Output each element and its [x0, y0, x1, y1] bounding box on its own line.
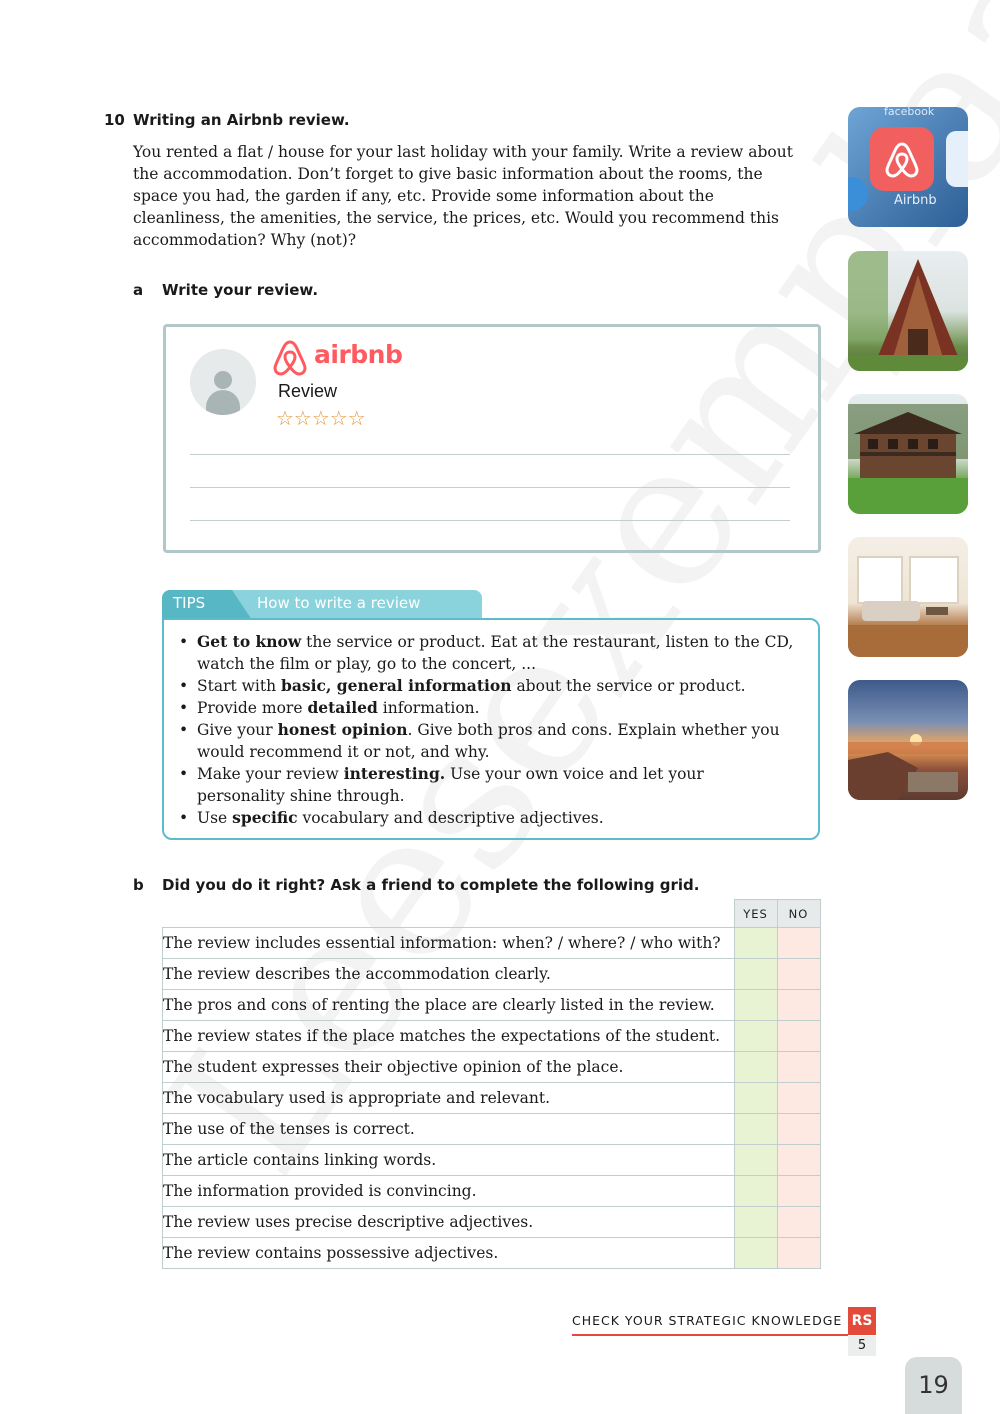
yes-checkbox[interactable] — [734, 1083, 777, 1114]
star-rating[interactable]: ☆☆☆☆☆ — [276, 406, 366, 430]
no-checkbox[interactable] — [777, 990, 820, 1021]
tip-item: • Use specific vocabulary and descriptive adjectives. — [176, 807, 796, 829]
tip-item: • Start with basic, general information about the service or product. — [176, 675, 796, 697]
tips-label: TIPS — [173, 594, 206, 612]
part-b-title: Did you do it right? Ask a friend to complete the following grid. — [162, 876, 700, 894]
no-checkbox[interactable] — [777, 928, 820, 959]
exercise-title: Writing an Airbnb review. — [133, 111, 350, 129]
tip-item: • Give your honest opinion. Give both pros and cons. Explain whether you would recommend it or not, and why. — [176, 719, 796, 763]
tip-item: • Get to know the service or product. Eat at the restaurant, listen to the CD, watch the film or play, go to the concert, ... — [176, 631, 796, 675]
table-row — [163, 1114, 821, 1145]
statement-cell: The vocabulary used is appropriate and relevant. — [163, 1083, 735, 1114]
no-checkbox[interactable] — [777, 1176, 820, 1207]
yes-checkbox[interactable] — [734, 1052, 777, 1083]
sunset-illustration — [848, 680, 968, 800]
no-checkbox[interactable] — [777, 1083, 820, 1114]
tips-list — [176, 631, 796, 829]
no-checkbox[interactable] — [777, 1145, 820, 1176]
statement-cell: The information provided is convincing. — [163, 1176, 735, 1207]
no-checkbox[interactable] — [777, 1052, 820, 1083]
airbnb-wordmark: airbnb — [314, 340, 403, 369]
yes-checkbox[interactable] — [734, 959, 777, 990]
globe-icon — [848, 177, 868, 211]
statement-cell: The use of the tenses is correct. — [163, 1114, 735, 1145]
house-illustration — [848, 394, 968, 514]
photo-airbnb-app — [848, 107, 968, 227]
yes-checkbox[interactable] — [734, 1238, 777, 1269]
table-row — [163, 1238, 821, 1269]
statement-cell: The review states if the place matches the expectations of the student. — [163, 1021, 735, 1052]
yes-checkbox[interactable] — [734, 1145, 777, 1176]
table-row — [163, 990, 821, 1021]
photo-living-room — [848, 537, 968, 657]
table-row — [163, 1021, 821, 1052]
airbnb-logo-icon — [272, 338, 308, 376]
table-row — [163, 1083, 821, 1114]
writing-line[interactable] — [190, 454, 790, 455]
tips-heading: How to write a review — [257, 594, 421, 612]
table-row — [163, 1176, 821, 1207]
cabin-illustration — [848, 251, 968, 371]
table-row — [163, 1052, 821, 1083]
section-badge-number: 5 — [848, 1336, 876, 1356]
no-checkbox[interactable] — [777, 1238, 820, 1269]
page-number: 19 — [905, 1357, 962, 1414]
statement-cell: The article contains linking words. — [163, 1145, 735, 1176]
no-checkbox[interactable] — [777, 959, 820, 990]
review-card — [163, 324, 821, 553]
no-column-header: NO — [777, 900, 820, 928]
photo-a-frame-cabin — [848, 251, 968, 371]
grid-header-spacer — [163, 900, 735, 928]
statement-cell: The review includes essential information: when? / where? / who with? — [163, 928, 735, 959]
airbnb-logo-icon — [884, 139, 920, 179]
yes-checkbox[interactable] — [734, 1207, 777, 1238]
no-checkbox[interactable] — [777, 1207, 820, 1238]
yes-checkbox[interactable] — [734, 928, 777, 959]
airbnb-app-label: Airbnb — [894, 193, 937, 208]
section-badge: RS — [848, 1307, 876, 1335]
app-icon — [946, 131, 968, 187]
avatar — [190, 349, 256, 415]
yes-checkbox[interactable] — [734, 1176, 777, 1207]
part-a-title: Write your review. — [162, 281, 319, 299]
statement-cell: The student expresses their objective opinion of the place. — [163, 1052, 735, 1083]
facebook-app-label: facebook — [884, 107, 935, 118]
table-row — [163, 1207, 821, 1238]
footer-divider — [572, 1334, 848, 1336]
statement-cell: The review uses precise descriptive adjectives. — [163, 1207, 735, 1238]
writing-line[interactable] — [190, 487, 790, 488]
yes-checkbox[interactable] — [734, 1114, 777, 1145]
part-b-letter: b — [133, 876, 144, 894]
airbnb-app-icon — [870, 127, 934, 191]
photo-sunset-lake — [848, 680, 968, 800]
photo-wooden-house — [848, 394, 968, 514]
living-room-illustration — [848, 537, 968, 657]
yes-checkbox[interactable] — [734, 990, 777, 1021]
statement-cell: The review contains possessive adjectives. — [163, 1238, 735, 1269]
writing-line[interactable] — [190, 520, 790, 521]
statement-cell: The review describes the accommodation clearly. — [163, 959, 735, 990]
statement-cell: The pros and cons of renting the place are clearly listed in the review. — [163, 990, 735, 1021]
exercise-instructions: You rented a flat / house for your last holiday with your family. Write a review about the accommodation. Don’t forget to give basic information about the rooms, the space you had, the garden if any, etc. Provide some information about the cleanliness, the amenities, the service, the prices, etc. Would you recommend this accommodation? Why (not)? — [133, 143, 793, 249]
exercise-number: 10 — [104, 111, 125, 129]
avatar-body-icon — [206, 390, 240, 415]
avatar-head-icon — [214, 371, 232, 389]
table-row — [163, 928, 821, 959]
review-label: Review — [278, 381, 338, 401]
tip-item: • Provide more detailed information. — [176, 697, 796, 719]
no-checkbox[interactable] — [777, 1114, 820, 1145]
table-row — [163, 1145, 821, 1176]
checklist-grid — [162, 899, 821, 1269]
yes-checkbox[interactable] — [734, 1021, 777, 1052]
yes-column-header: YES — [734, 900, 777, 928]
part-a-letter: a — [133, 281, 144, 299]
section-footer-label: CHECK YOUR STRATEGIC KNOWLEDGE — [572, 1313, 843, 1328]
table-row — [163, 959, 821, 990]
no-checkbox[interactable] — [777, 1021, 820, 1052]
tip-item: • Make your review interesting. Use your own voice and let your personality shine through. — [176, 763, 796, 807]
